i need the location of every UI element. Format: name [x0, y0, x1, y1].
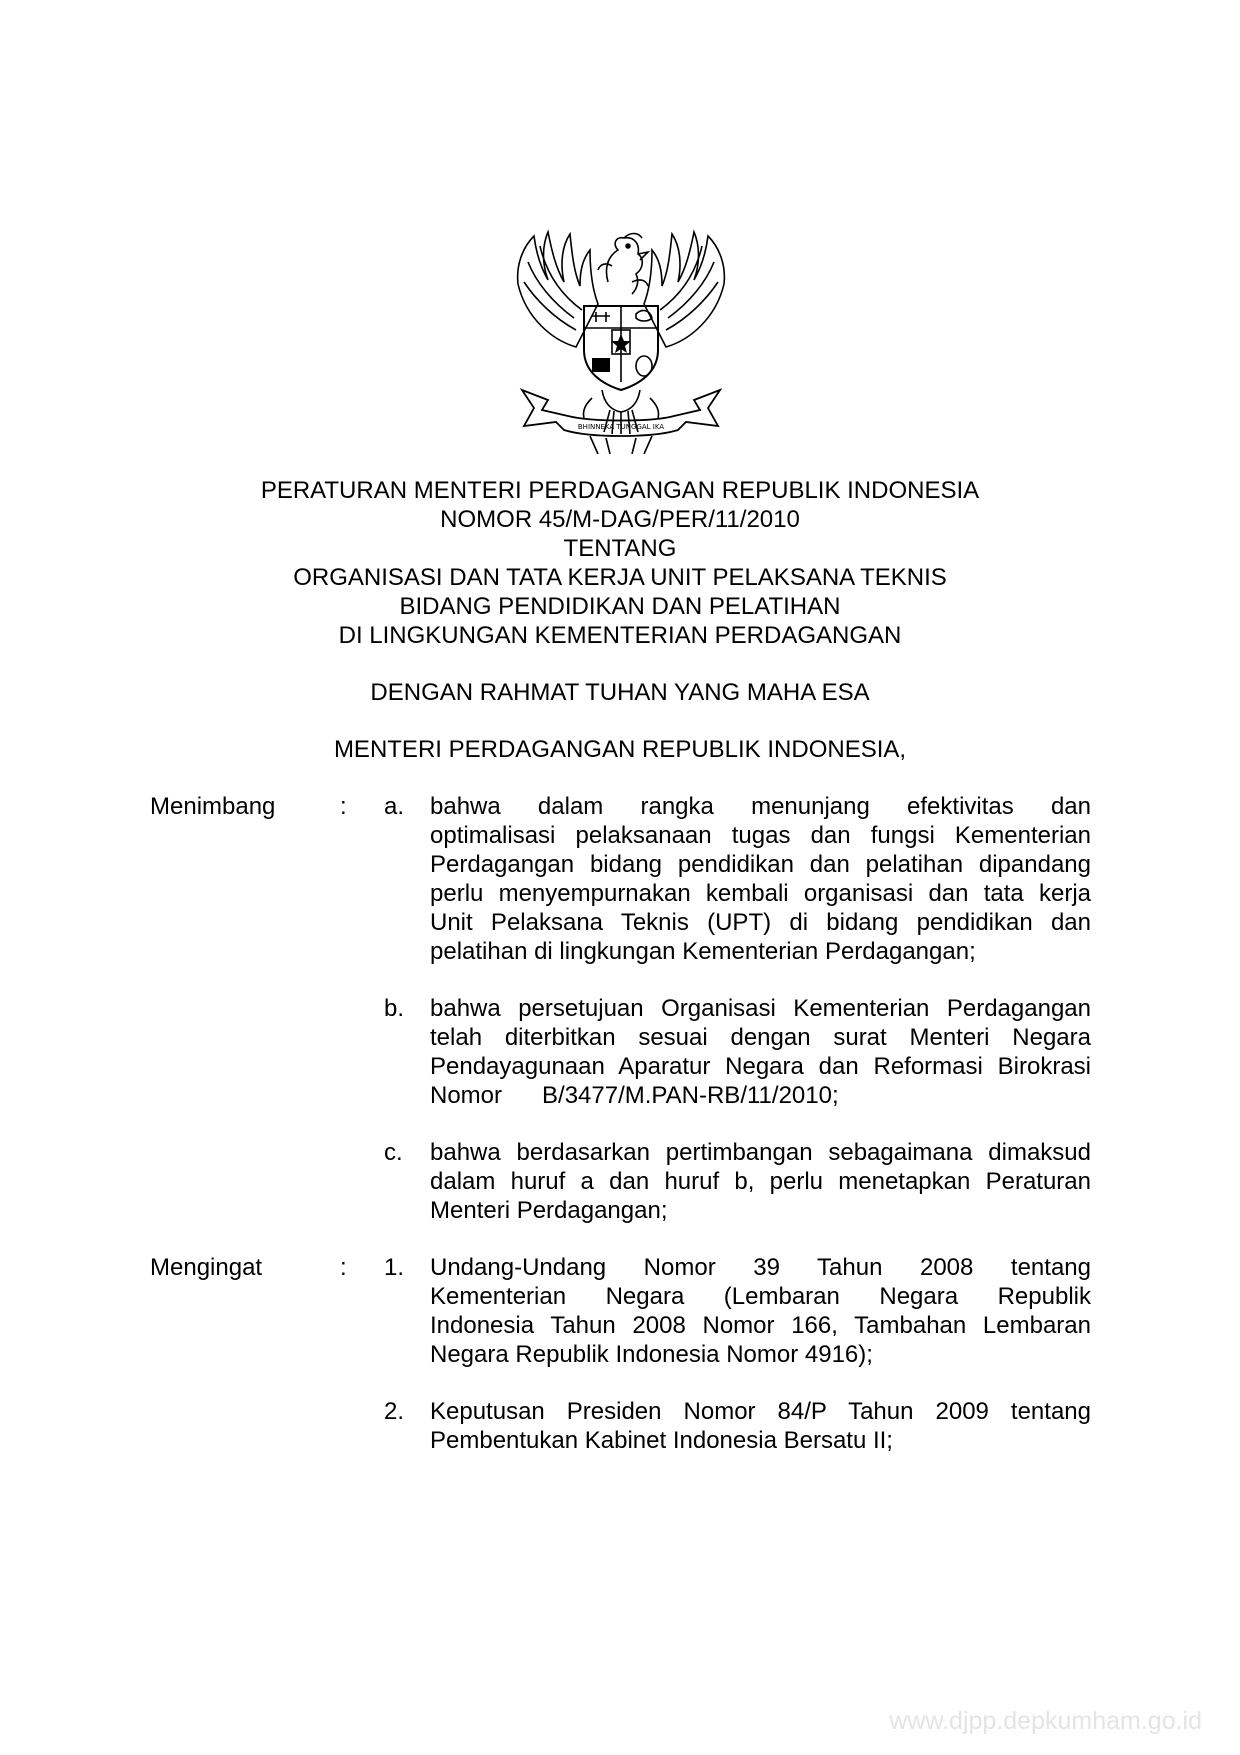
mengingat-item-2	[430, 1397, 1091, 1455]
text-line: Undang-Undang Nomor 39 Tahun 2008 tentang	[430, 1254, 1091, 1281]
text-line: Nomor B/3477/M.PAN-RB/11/2010;	[430, 1082, 839, 1109]
text-line: Kementerian Negara (Lembaran Negara Republik	[430, 1283, 1091, 1310]
menimbang-item-b	[430, 994, 1091, 1110]
text-line: bahwa dalam rangka menunjang efektivitas dan	[430, 793, 1091, 820]
regulation-title	[0, 476, 1240, 650]
title-line-2: NOMOR 45/M-DAG/PER/11/2010	[440, 506, 800, 533]
text-line: Menteri Perdagangan;	[430, 1197, 668, 1224]
title-line-5: BIDANG PENDIDIKAN DAN PELATIHAN	[399, 593, 841, 620]
text-line: telah diterbitkan sesuai dengan surat Menteri Negara	[430, 1024, 1091, 1051]
text-line: Pembentukan Kabinet Indonesia Bersatu II;	[430, 1427, 893, 1454]
menimbang-marker-a: a.	[384, 793, 405, 820]
text-line: perlu menyempurnakan kembali organisasi dan tata kerja	[430, 880, 1091, 907]
text-line: Pendayagunaan Aparatur Negara dan Reformasi Birokrasi	[430, 1053, 1091, 1080]
text-line: Negara Republik Indonesia Nomor 4916);	[430, 1341, 873, 1368]
menimbang-item-a	[430, 792, 1091, 966]
mengingat-colon: :	[340, 1254, 347, 1281]
text-line: bahwa berdasarkan pertimbangan sebagaimana dimaksud	[430, 1139, 1091, 1166]
menimbang-marker-c: c.	[384, 1139, 403, 1166]
menimbang-marker-b: b.	[384, 995, 405, 1022]
mengingat-marker-1: 1.	[384, 1254, 405, 1281]
menimbang-colon: :	[340, 793, 347, 820]
text-line: bahwa persetujuan Organisasi Kementerian Perdagangan	[430, 995, 1091, 1022]
invocation: DENGAN RAHMAT TUHAN YANG MAHA ESA	[370, 679, 870, 706]
text-line: Unit Pelaksana Teknis (UPT) di bidang pendidikan dan	[430, 909, 1091, 936]
mengingat-label: Mengingat	[150, 1254, 263, 1281]
emblem-motto: BHINNEKA TUNGGAL IKA	[577, 423, 665, 431]
title-line-6: DI LINGKUNGAN KEMENTERIAN PERDAGANGAN	[338, 622, 902, 649]
menimbang-label: Menimbang	[150, 793, 276, 820]
mengingat-item-1	[430, 1253, 1091, 1369]
text-line: Perdagangan bidang pendidikan dan pelatihan dipandang	[430, 851, 1091, 878]
watermark-link[interactable]: www.djpp.depkumham.go.id	[889, 1707, 1202, 1735]
text-line: dalam huruf a dan huruf b, perlu menetapkan Peraturan	[430, 1168, 1091, 1195]
text-line: Indonesia Tahun 2008 Nomor 166, Tambahan Lembaran	[430, 1312, 1091, 1339]
minister-heading: MENTERI PERDAGANGAN REPUBLIK INDONESIA,	[333, 736, 907, 763]
text-line: optimalisasi pelaksanaan tugas dan fungsi Kementerian	[430, 822, 1091, 849]
garuda-emblem-icon	[512, 222, 730, 454]
title-line-4: ORGANISASI DAN TATA KERJA UNIT PELAKSANA TEKNIS	[293, 564, 947, 591]
title-line-1: PERATURAN MENTERI PERDAGANGAN REPUBLIK INDONESIA	[260, 477, 980, 504]
text-line: Keputusan Presiden Nomor 84/P Tahun 2009 tentang	[430, 1398, 1091, 1425]
mengingat-marker-2: 2.	[384, 1398, 405, 1425]
text-line: pelatihan di lingkungan Kementerian Perdagangan;	[430, 938, 976, 965]
title-line-3: TENTANG	[563, 535, 677, 562]
menimbang-item-c	[430, 1138, 1091, 1225]
